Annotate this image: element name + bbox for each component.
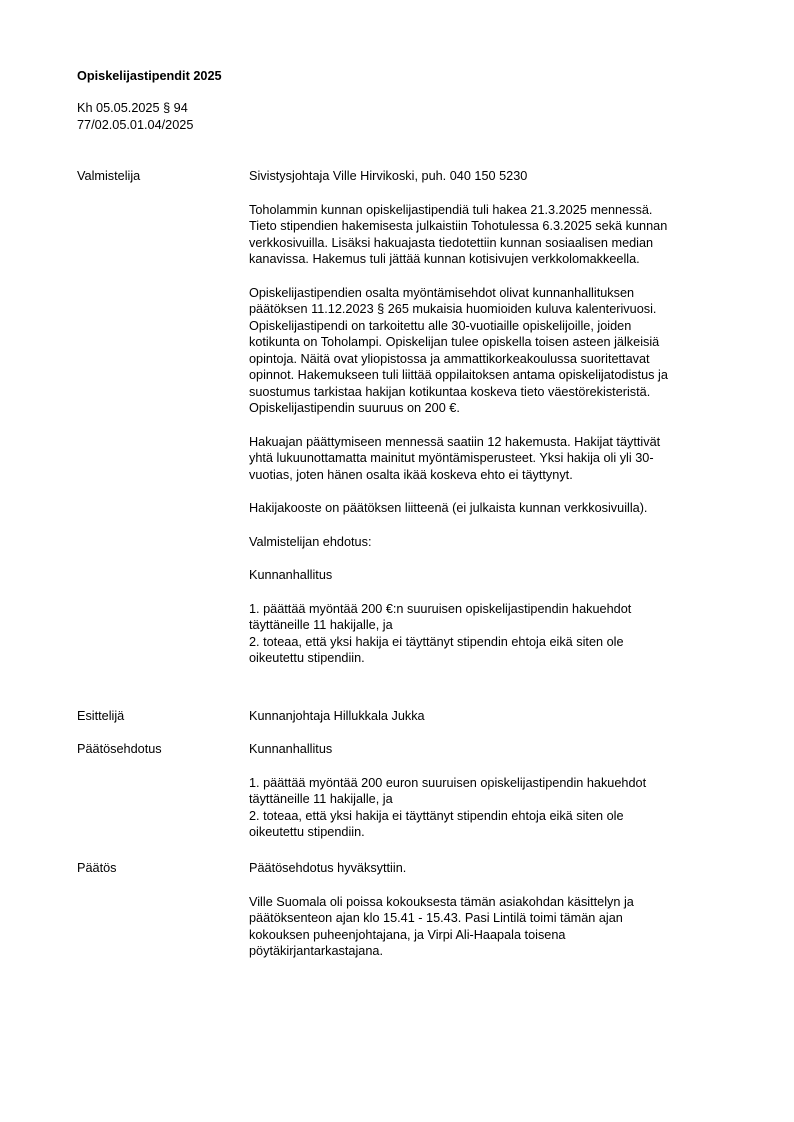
board-name: Kunnanhallitus [249,742,333,756]
text-line: Hakuajan päättymiseen mennessä saatiin 12 hakemusta. Hakijat täyttivät [249,434,661,449]
presenter-line: Kunnanjohtaja Hillukkala Jukka [249,709,425,723]
text-line: oikeutettu stipendiin. [249,651,365,665]
document-title: Opiskelijastipendit 2025 [77,69,222,83]
text-line: opinnot. Hakemukseen tuli liittää oppilaitoksen antama opiskelijatodistus ja [249,368,668,382]
section-label: Päätösehdotus [77,742,162,756]
text-line: oikeutettu stipendiin. [249,825,365,839]
decision-proposal-items [249,775,737,841]
text-line: Ville Suomala oli poissa kokouksesta tämän asiakohdan käsittelyn ja [249,894,634,909]
decision-note [249,894,737,960]
text-line: täyttäneille 11 hakijalle, ja [249,792,393,806]
text-line: yhtä lukuunottamatta mainitut myöntämisperusteet. Yksi hakija oli yli 30- [249,451,654,465]
board-name: Kunnanhallitus [249,568,333,582]
text-line: kotikunta on Toholampi. Opiskelijan tulee opiskella toisen asteen jälkeisiä [249,335,660,349]
decision-result: Päätösehdotus hyväksyttiin. [249,861,407,875]
document-meta [77,100,193,133]
text-line: verkkosivuilla. Lisäksi hakuajasta tiedotettiin kunnan sosiaalisen median [249,235,654,250]
text-line: päätöksenteon ajan klo 15.41 - 15.43. Pasi Lintilä toimi tämän ajan [249,911,623,925]
text-line: Tieto stipendien hakemisesta julkaistiin Tohotulessa 6.3.2025 sekä kunnan [249,219,668,233]
proposal-heading: Valmistelijan ehdotus: [249,534,372,549]
text-line: Opiskelijastipendi on tarkoitettu alle 30-vuotiaille opiskelijoille, joiden [249,318,632,333]
preparer-line: Sivistysjohtaja Ville Hirvikoski, puh. 040 150 5230 [249,169,528,183]
text-line: 2. toteaa, että yksi hakija ei täyttänyt stipendin ehtoja eikä siten ole [249,634,624,649]
paragraph-criteria [249,285,737,417]
section-label: Esittelijä [77,709,125,723]
proposal-items [249,601,737,667]
text-line: 2. toteaa, että yksi hakija ei täyttänyt stipendin ehtoja eikä siten ole [249,808,624,823]
text-line: Toholammin kunnan opiskelijastipendiä tuli hakea 21.3.2025 mennessä. [249,202,653,217]
paragraph-attachment: Hakijakooste on päätöksen liitteenä (ei julkaista kunnan verkkosivuilla). [249,501,648,515]
section-label: Päätös [77,861,117,875]
text-line: pöytäkirjantarkastajana. [249,944,383,958]
record-number: 77/02.05.01.04/2025 [77,117,194,132]
section-body [249,860,737,960]
text-line: Opiskelijastipendien osalta myöntämisehdot olivat kunnanhallituksen [249,285,635,300]
text-line: suostumus tarkistaa hakijan kotikuntaa koskeva tieto väestörekisteristä. [249,384,651,399]
text-line: päätöksen 11.12.2023 § 265 mukaisia huomioiden kuluva kalenterivuosi. [249,302,657,316]
section-body [249,708,737,725]
section-body [249,168,737,667]
text-line: 1. päättää myöntää 200 €:n suuruisen opiskelijastipendin hakuehdot [249,601,632,616]
paragraph-application-period [249,202,737,268]
text-line: Opiskelijastipendin suuruus on 200 €. [249,401,460,415]
text-line: kanavissa. Hakemus tuli jättää kunnan kotisivujen verkkolomakkeella. [249,252,640,266]
section-label: Valmistelija [77,169,141,183]
meeting-reference: Kh 05.05.2025 § 94 [77,101,188,115]
text-line: vuotias, joten hänen osalta ikää koskeva ehto ei täyttynyt. [249,467,573,482]
text-line: kokouksen puheenjohtajana, ja Virpi Ali-Haapala toisena [249,927,566,942]
text-line: täyttäneille 11 hakijalle, ja [249,618,393,632]
text-line: 1. päättää myöntää 200 euron suuruisen opiskelijastipendin hakuehdot [249,775,647,790]
section-body [249,741,737,841]
paragraph-applications [249,434,737,484]
text-line: opintoja. Näitä ovat yliopistossa ja ammattikorkeakoulussa suoritettavat [249,351,650,366]
